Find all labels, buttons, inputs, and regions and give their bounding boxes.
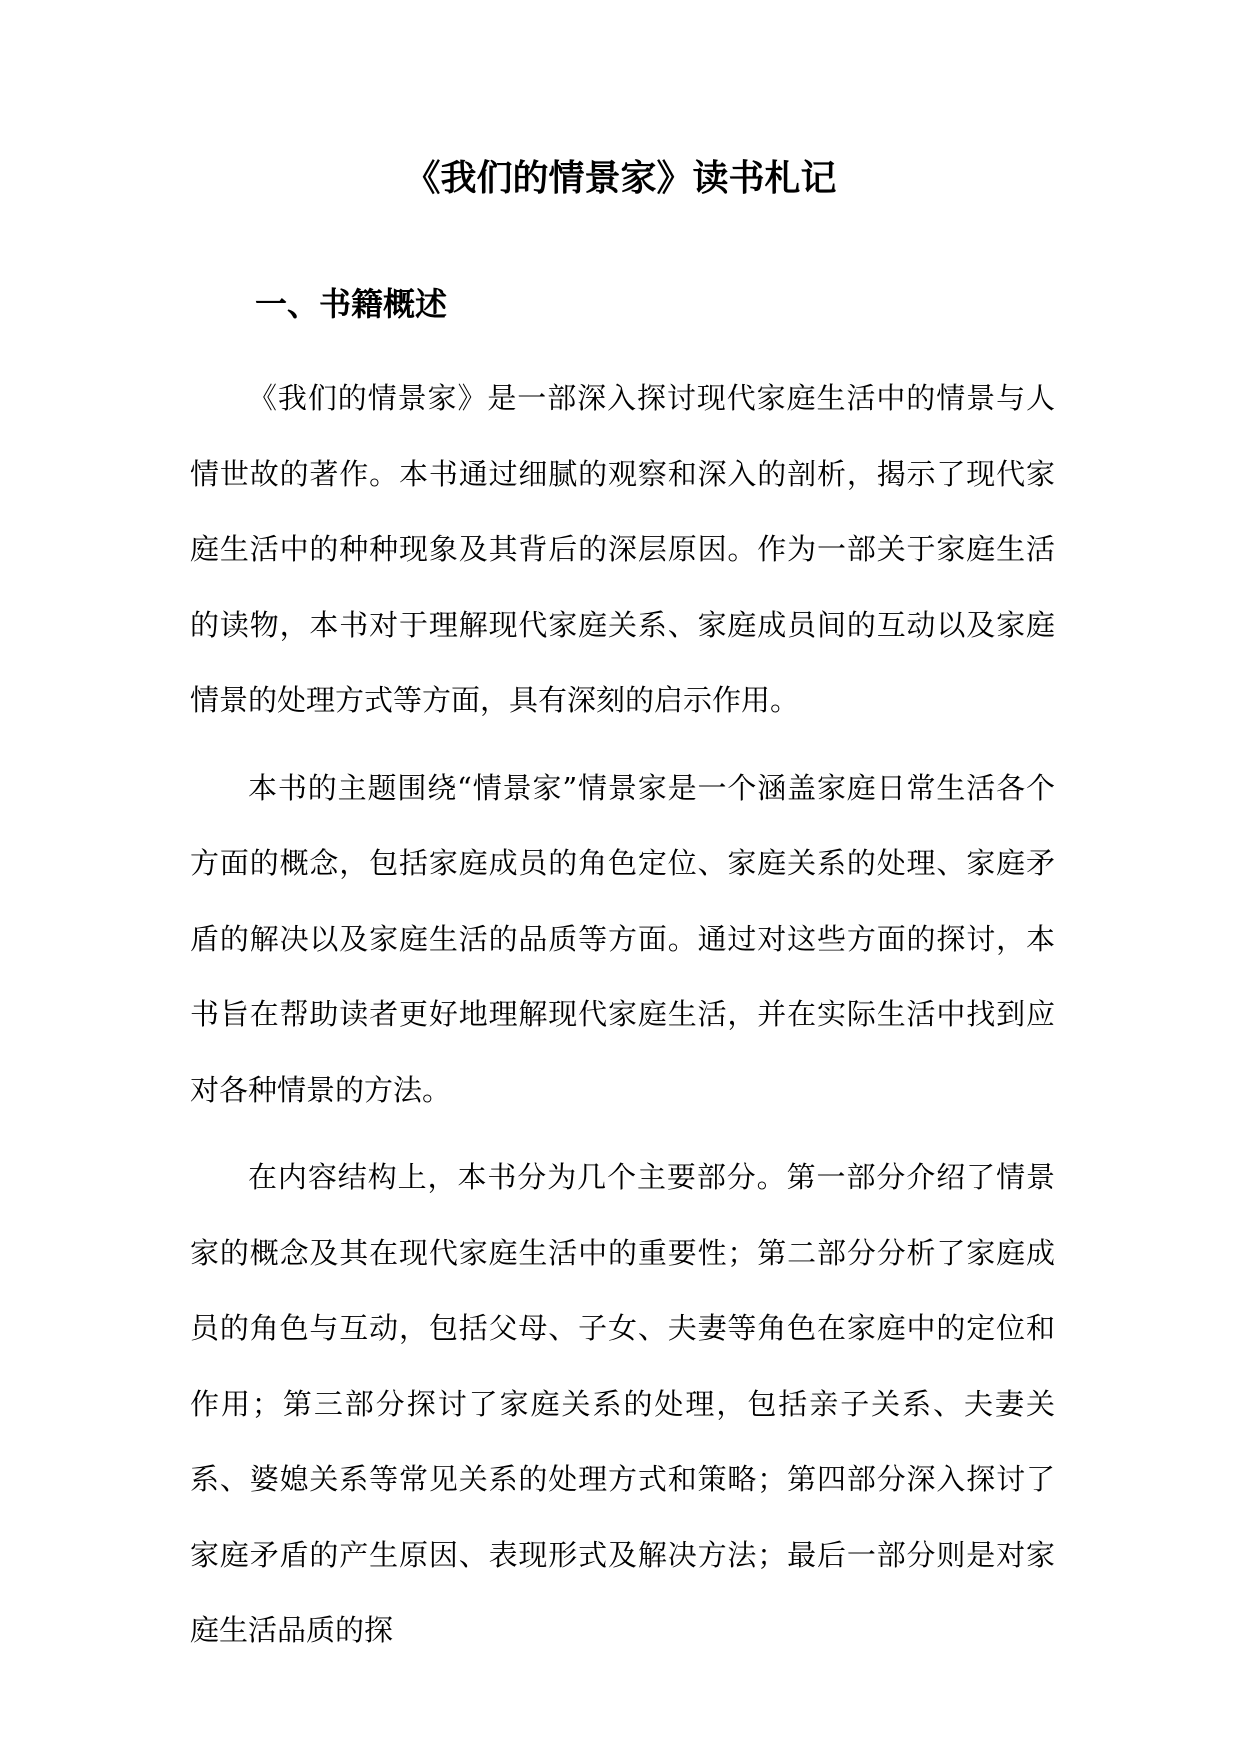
section-body bbox=[190, 361, 1055, 1681]
document-title: 《我们的情景家》读书札记 bbox=[404, 157, 837, 199]
section-heading-overview: 一、书籍概述 bbox=[255, 285, 448, 323]
paragraph-1: 《我们的情景家》是一部深入探讨现代家庭生活中的情景与人情世故的著作。本书通过细腻的观察和深入的剖析，揭示了现代家庭生活中的种种现象及其背后的深层原因。作为一部关于家庭生活的读物，本书对于理解现代家庭关系、家庭成员间的互动以及家庭情景的处理方式等方面，具有深刻的启示作用。 bbox=[190, 381, 1055, 717]
paragraph-2: 本书的主题围绕“情景家”情景家是一个涵盖家庭日常生活各个方面的概念，包括家庭成员的角色定位、家庭关系的处理、家庭矛盾的解决以及家庭生活的品质等方面。通过对这些方面的探讨，本书旨在帮助读者更好地理解现代家庭生活，并在实际生活中找到应对各种情景的方法。 bbox=[190, 770, 1055, 1107]
paragraph-3: 在内容结构上，本书分为几个主要部分。第一部分介绍了情景家的概念及其在现代家庭生活中的重要性；第二部分分析了家庭成员的角色与互动，包括父母、子女、夫妻等角色在家庭中的定位和作用；第三部分探讨了家庭关系的处理，包括亲子关系、夫妻关系、婆媳关系等常见关系的处理方式和策略；第四部分深入探讨了家庭矛盾的产生原因、表现形式及解决方法；最后一部分则是对家庭生活品质的探 bbox=[190, 1160, 1055, 1647]
